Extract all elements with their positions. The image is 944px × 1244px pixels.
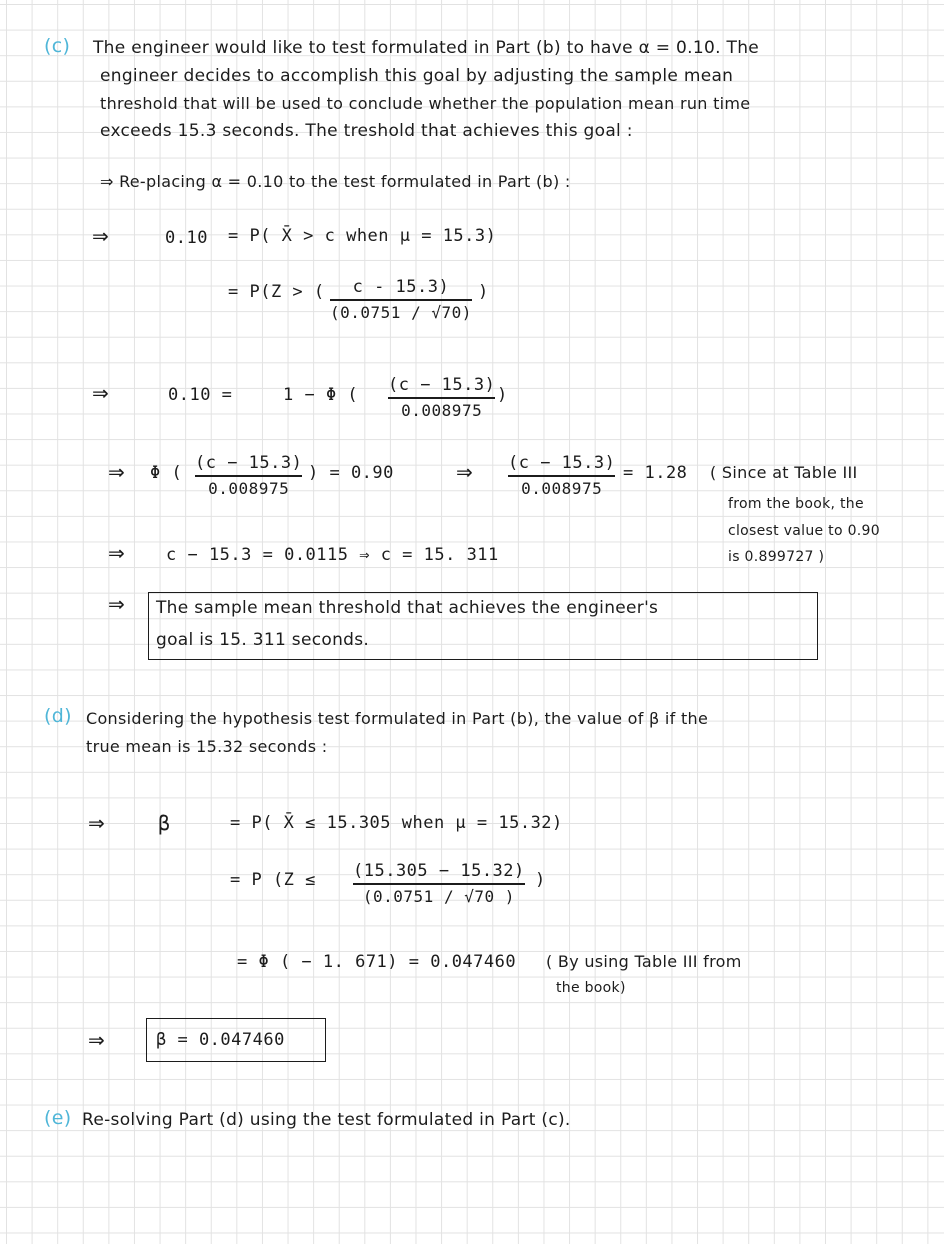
part-d-line-2: true mean is 15.32 seconds : [86, 737, 328, 756]
eq2-fraction [330, 276, 472, 323]
d-eq2-suffix: ) [535, 870, 546, 890]
implies-arrow-1: ⇒ [92, 224, 109, 248]
result-d: β = 0.047460 [156, 1030, 285, 1050]
part-c-step-1: ⇒ Re-placing α = 0.10 to the test formulated in Part (b) : [100, 172, 571, 191]
eq2-suffix: ) [478, 282, 489, 302]
eq3-mid: 1 − Φ ( [283, 385, 359, 405]
implies-arrow-6: ⇒ [108, 592, 125, 616]
implies-arrow-8: ⇒ [88, 1028, 105, 1052]
fraction-bar [195, 475, 302, 477]
part-d-label: (d) [44, 705, 72, 727]
note-line-1: ( Since at Table III [710, 463, 858, 482]
eq5: c − 15.3 = 0.0115 ⇒ c = 15. 311 [166, 545, 499, 565]
eq4-denominator-2: 0.008975 [521, 478, 603, 498]
eq3-fraction [388, 374, 495, 421]
d-eq3: = Φ ( − 1. 671) = 0.047460 [237, 952, 517, 972]
note-line-3: closest value to 0.90 [728, 523, 880, 539]
beta-symbol: β [158, 811, 171, 835]
part-e-line-1: Re-solving Part (d) using the test formulated in Part (c). [82, 1110, 571, 1130]
eq3-numerator: (c − 15.3) [388, 375, 496, 395]
eq3-suffix: ) [497, 385, 508, 405]
eq3-denominator: 0.008975 [401, 400, 483, 420]
eq2-denominator: (0.0751 / √70) [330, 302, 472, 322]
eq4-phi: Φ ( [150, 463, 183, 483]
d-eq2-prefix: = P (Z ≤ [230, 870, 316, 890]
eq4-fraction-1 [195, 452, 302, 499]
implies-arrow-5: ⇒ [108, 541, 125, 565]
fraction-bar [508, 475, 615, 477]
part-e-label: (e) [44, 1107, 72, 1129]
d-eq2-denominator: (0.0751 / √70 ) [362, 886, 515, 906]
result-c-line-1: The sample mean threshold that achieves the engineer's [156, 598, 659, 618]
eq1-rhs: = P( X̄ > c when μ = 15.3) [228, 226, 497, 246]
note-line-2: from the book, the [728, 496, 864, 512]
eq2-prefix: = P(Z > ( [228, 282, 325, 302]
eq2-numerator: c - 15.3) [352, 277, 450, 297]
part-d-line-1: Considering the hypothesis test formulated in Part (b), the value of β if the [86, 709, 709, 728]
part-c-line-1: The engineer would like to test formulated in Part (b) to have α = 0.10. The [93, 38, 760, 58]
d-note-line-1: ( By using Table III from [546, 952, 742, 971]
d-eq2-numerator: (15.305 − 15.32) [353, 861, 525, 881]
part-c-line-3: threshold that will be used to conclude whether the population mean run time [100, 94, 751, 113]
note-line-4: is 0.899727 ) [728, 549, 825, 565]
result-c-line-2: goal is 15. 311 seconds. [156, 630, 370, 650]
eq4-numerator-2: (c − 15.3) [508, 453, 616, 473]
part-c-line-2: engineer decides to accomplish this goal by adjusting the sample mean [100, 66, 734, 86]
d-note-line-2: the book) [556, 980, 626, 996]
part-c-line-4: exceeds 15.3 seconds. The treshold that achieves this goal : [100, 121, 633, 141]
implies-arrow-4: ⇒ [456, 460, 473, 484]
eq4-equals: ) = 0.90 [308, 463, 394, 483]
eq4-fraction-2 [508, 452, 615, 499]
d-eq2-fraction [353, 860, 525, 907]
fraction-bar [388, 397, 495, 399]
implies-arrow-3: ⇒ [108, 460, 125, 484]
fraction-bar [353, 883, 525, 885]
part-c-label: (c) [44, 35, 71, 57]
d-eq1: = P( X̄ ≤ 15.305 when μ = 15.32) [230, 813, 563, 833]
eq4-value: = 1.28 [623, 463, 688, 483]
eq4-numerator-1: (c − 15.3) [195, 453, 303, 473]
implies-arrow-7: ⇒ [88, 811, 105, 835]
eq1-lhs: 0.10 [165, 228, 208, 248]
eq3-lhs: 0.10 = [168, 385, 233, 405]
fraction-bar [330, 299, 472, 301]
eq4-denominator-1: 0.008975 [208, 478, 290, 498]
implies-arrow-2: ⇒ [92, 381, 109, 405]
